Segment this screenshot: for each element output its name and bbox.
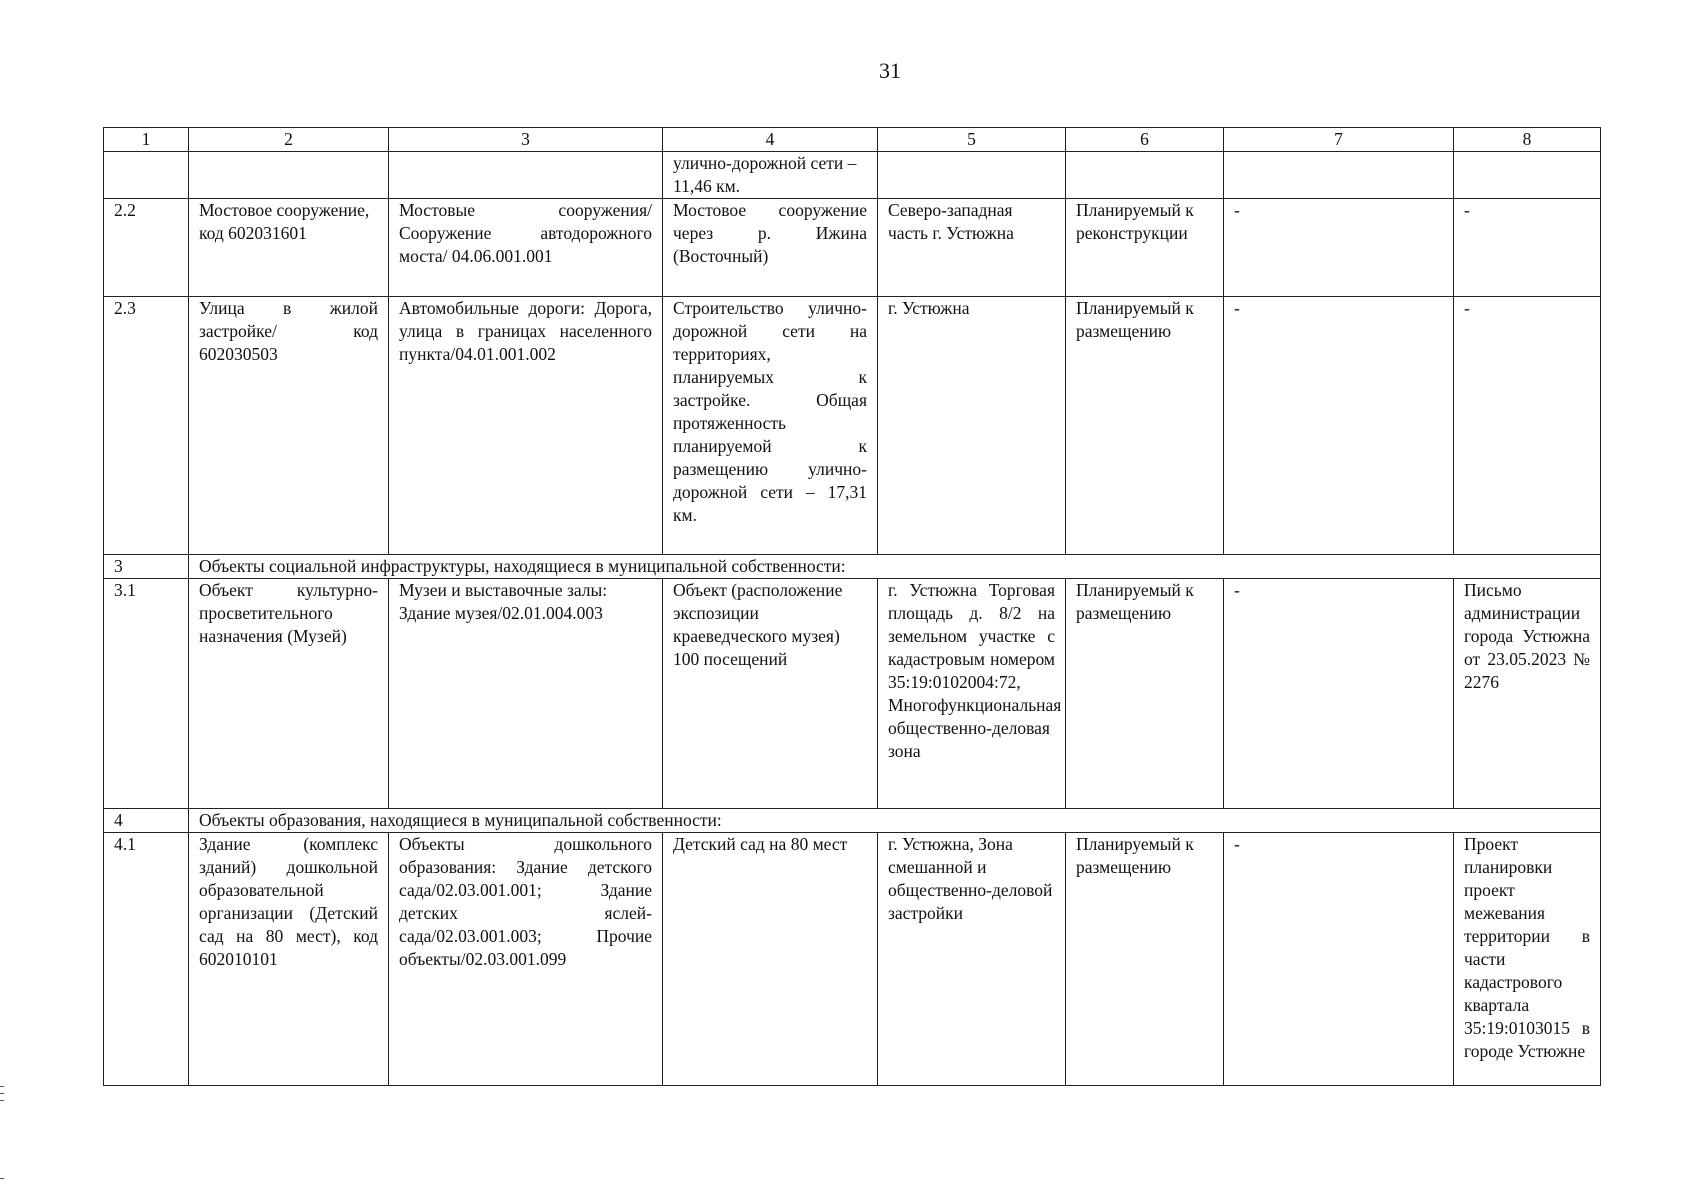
table-cell: [389, 152, 663, 199]
section-row: [104, 555, 1601, 579]
row-number: 2.2: [104, 199, 189, 297]
table-cell: Письмо администрации города Устюжна от 23.05.2023 № 2276: [1454, 579, 1601, 809]
table-row: [104, 152, 1601, 199]
column-header: 8: [1454, 128, 1601, 152]
margin-mark: [0, 1093, 4, 1094]
section-row: [104, 809, 1601, 833]
table-cell: г. Устюжна, Зона смешанной и общественно-деловой застройки: [878, 833, 1066, 1086]
row-number: 2.3: [104, 297, 189, 555]
table-cell: -: [1224, 579, 1454, 809]
column-header: 4: [663, 128, 878, 152]
table-cell: Улица в жилой застройке/ код 602030503: [189, 297, 389, 555]
table-cell: -: [1454, 199, 1601, 297]
page-number: 31: [879, 58, 901, 83]
table-cell: Мостовое сооружение, код 602031601: [189, 199, 389, 297]
table-cell: г. Устюжна: [878, 297, 1066, 555]
table-cell: Объект (расположение экспозиции краеведческого музея) 100 посещений: [663, 579, 878, 809]
table-cell: Планируемый к размещению: [1066, 297, 1224, 555]
table-cell: Планируемый к размещению: [1066, 579, 1224, 809]
margin-mark: [0, 1178, 4, 1179]
column-header: 7: [1224, 128, 1454, 152]
table-cell: [104, 152, 189, 199]
section-number: 4: [104, 809, 189, 833]
column-header: 3: [389, 128, 663, 152]
table-row: [104, 579, 1601, 809]
section-number: 3: [104, 555, 189, 579]
section-title: Объекты образования, находящиеся в муниципальной собственности:: [189, 809, 1601, 833]
column-header: 6: [1066, 128, 1224, 152]
table-cell: Объект культурно-просветительного назначения (Музей): [189, 579, 389, 809]
table-cell: [1066, 152, 1224, 199]
row-number: 4.1: [104, 833, 189, 1086]
table-row: [104, 199, 1601, 297]
section-title: Объекты социальной инфраструктуры, находящиеся в муниципальной собственности:: [189, 555, 1601, 579]
table-cell: -: [1224, 199, 1454, 297]
table-row: [104, 297, 1601, 555]
table-cell: [878, 152, 1066, 199]
column-header: 1: [104, 128, 189, 152]
table-cell: Проект планировки проект межевания территории в части кадастрового квартала 35:19:0103015 в городе Устюжне: [1454, 833, 1601, 1086]
table-cell: Планируемый к реконструкции: [1066, 199, 1224, 297]
objects-table: [103, 127, 1601, 1086]
table-cell: Мостовое сооружение через р. Ижина (Восточный): [663, 199, 878, 297]
table-cell: -: [1224, 297, 1454, 555]
table-cell: г. Устюжна Торговая площадь д. 8/2 на земельном участке с кадастровым номером 35:19:0102004:72, Многофункциональная общественно-деловая зона: [878, 579, 1066, 809]
table-cell: Северо-западная часть г. Устюжна: [878, 199, 1066, 297]
table-cell: [1454, 152, 1601, 199]
table-cell: Строительство улично-дорожной сети на территориях, планируемых к застройке. Общая протяженность планируемой к размещению улично-дорожной сети – 17,31 км.: [663, 297, 878, 555]
row-number: 3.1: [104, 579, 189, 809]
table-cell: Планируемый к размещению: [1066, 833, 1224, 1086]
table-cell: Здание (комплекс зданий) дошкольной образовательной организации (Детский сад на 80 мест), код 602010101: [189, 833, 389, 1086]
table-header-row: [104, 128, 1601, 152]
table-cell: Автомобильные дороги: Дорога, улица в границах населенного пункта/04.01.001.002: [389, 297, 663, 555]
table-cell: Объекты дошкольного образования: Здание детского сада/02.03.001.001; Здание детских яслей-сада/02.03.001.003; Прочие объекты/02.03.001.099: [389, 833, 663, 1086]
margin-mark: [0, 1086, 4, 1087]
table-cell: [1224, 152, 1454, 199]
margin-mark: [0, 1100, 4, 1101]
table-cell: Мостовые сооружения/ Сооружение автодорожного моста/ 04.06.001.001: [389, 199, 663, 297]
table-cell: Музеи и выставочные залы: Здание музея/02.01.004.003: [389, 579, 663, 809]
table-cell: -: [1224, 833, 1454, 1086]
column-header: 2: [189, 128, 389, 152]
table-row: [104, 833, 1601, 1086]
table-cell: улично-дорожной сети – 11,46 км.: [663, 152, 878, 199]
table-cell: [189, 152, 389, 199]
table-cell: -: [1454, 297, 1601, 555]
column-header: 5: [878, 128, 1066, 152]
table-cell: Детский сад на 80 мест: [663, 833, 878, 1086]
